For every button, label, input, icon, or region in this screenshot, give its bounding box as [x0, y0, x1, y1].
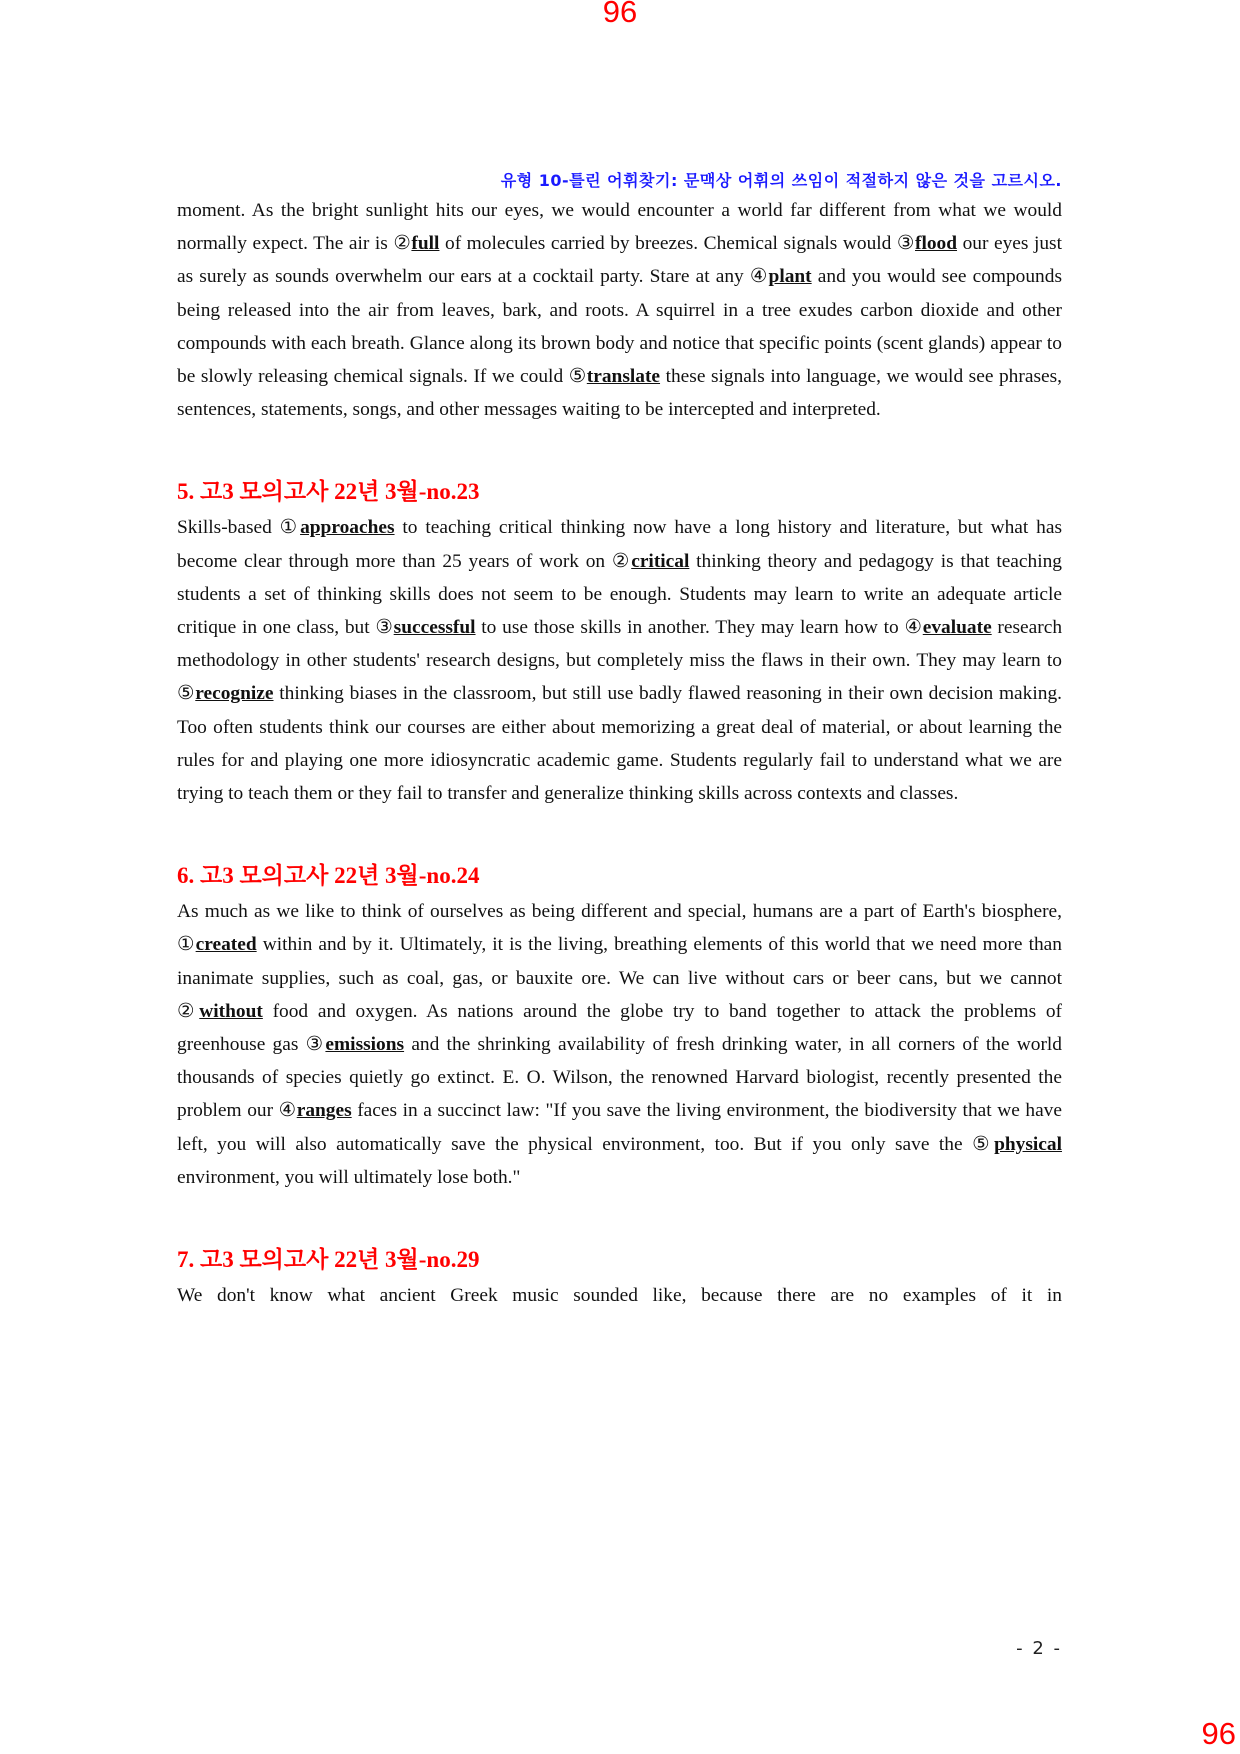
- choice-number-marker: ②: [611, 550, 632, 572]
- worksheet-content: [177, 168, 1062, 1312]
- choice-number-marker: ③: [375, 617, 394, 639]
- underlined-choice-word: flood: [915, 233, 958, 255]
- choice-number-marker: ①: [177, 934, 196, 956]
- page-top-number: 96: [602, 0, 638, 29]
- choice-number-marker: ②: [177, 1000, 200, 1022]
- choice-number-marker: ⑤: [177, 683, 196, 705]
- question-title-5: 5. 고3 모의고사 22년 3월-no.23: [177, 479, 480, 505]
- underlined-choice-word: emissions: [325, 1034, 405, 1056]
- choice-number-marker: ①: [279, 517, 301, 539]
- page-corner-number: 96: [1201, 1716, 1236, 1751]
- underlined-choice-word: ranges: [296, 1100, 352, 1122]
- choice-number-marker: ④: [749, 266, 769, 288]
- choice-number-marker: ③: [896, 233, 915, 255]
- choice-number-marker: ②: [393, 233, 412, 255]
- question-type-heading: 유형 10-틀린 어휘찾기: 문맥상 어휘의 쓰임이 적절하지 않은 것을 고르시오.: [500, 171, 1062, 190]
- question-title-7: 7. 고3 모의고사 22년 3월-no.29: [177, 1247, 480, 1273]
- choice-number-marker: ⑤: [972, 1133, 995, 1155]
- choice-number-marker: ⑤: [568, 366, 587, 388]
- underlined-choice-word: without: [199, 1000, 263, 1022]
- underlined-choice-word: successful: [393, 617, 476, 639]
- underlined-choice-word: created: [195, 934, 257, 956]
- underlined-choice-word: evaluate: [922, 617, 992, 639]
- choice-number-marker: ④: [278, 1100, 297, 1122]
- underlined-choice-word: recognize: [195, 683, 274, 705]
- question-title-6: 6. 고3 모의고사 22년 3월-no.24: [177, 863, 480, 889]
- underlined-choice-word: critical: [631, 550, 690, 572]
- choice-number-marker: ④: [904, 617, 923, 639]
- question-passage-7: We don't know what ancient Greek music sounded like, because there are no examples of it in: [177, 1285, 1062, 1307]
- section-gap: [177, 810, 1062, 857]
- underlined-choice-word: approaches: [300, 517, 395, 539]
- question-passage-6: As much as we like to think of ourselves as being different and special, humans are a part of Earth's biosphere, ①created within and by it. Ultimately, it is the living, breathing elements of this world that we need more than inanimate supplies, such as coal, gas, or bauxite ore. We can live without cars or beer cans, but we cannot ②without food and oxygen. As nations around the globe try to band together to attack the problems of greenhouse gas ③emissions and the shrinking availability of fresh drinking water, in all corners of the world thousands of species quietly go extinct. E. O. Wilson, the renowned Harvard biologist, recently presented the problem our ④ranges faces in a succinct law: "If you save the living environment, the biodiversity that we have left, you will also automatically save the physical environment, too. But if you only save the ⑤physical environment, you will ultimately lose both.": [177, 901, 1062, 1188]
- underlined-choice-word: full: [411, 233, 440, 255]
- underlined-choice-word: plant: [768, 266, 812, 288]
- section-gap: [177, 1194, 1062, 1241]
- page-footer-number: - 2 -: [1016, 1638, 1062, 1659]
- underlined-choice-word: translate: [586, 366, 661, 388]
- section-gap: [177, 426, 1062, 473]
- underlined-choice-word: physical: [994, 1133, 1062, 1155]
- passage-continuation: moment. As the bright sunlight hits our eyes, we would encounter a world far different from what we would normally expect. The air is ②full of molecules carried by breezes. Chemical signals would ③flood our eyes just as surely as sounds overwhelm our ears at a cocktail party. Stare at any ④plant and you would see compounds being released into the air from leaves, bark, and roots. A squirrel in a tree exudes carbon dioxide and other compounds with each breath. Glance along its brown body and notice that specific points (scent glands) appear to be slowly releasing chemical signals. If we could ⑤translate these signals into language, we would see phrases, sentences, statements, songs, and other messages waiting to be intercepted and interpreted.: [177, 200, 1062, 421]
- question-passage-5: Skills-based ①approaches to teaching critical thinking now have a long history and literature, but what has become clear through more than 25 years of work on ②critical thinking theory and pedagogy is that teaching students a set of thinking skills does not seem to be enough. Students may learn to write an adequate article critique in one class, but ③successful to use those skills in another. They may learn how to ④evaluate research methodology in other students' research designs, but completely miss the flaws in their own. They may learn to ⑤recognize thinking biases in the classroom, but still use badly flawed reasoning in their own decision making. Too often students think our courses are either about memorizing a great deal of material, or about learning the rules for and playing one more idiosyncratic academic game. Students regularly fail to understand what we are trying to teach them or they fail to transfer and generalize thinking skills across contexts and classes.: [177, 517, 1063, 805]
- choice-number-marker: ③: [305, 1034, 326, 1056]
